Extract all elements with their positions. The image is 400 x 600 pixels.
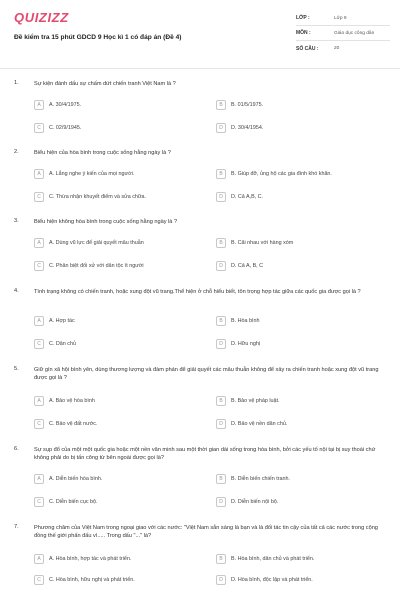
meta-class-label: LỚP : bbox=[296, 15, 310, 21]
option-b[interactable] bbox=[216, 99, 263, 111]
question-number: 5. bbox=[14, 366, 19, 372]
option-b[interactable] bbox=[216, 237, 293, 249]
option-b[interactable] bbox=[216, 473, 290, 485]
option-letter-box: B bbox=[216, 396, 226, 406]
option-b[interactable] bbox=[216, 168, 332, 180]
option-a[interactable] bbox=[34, 473, 102, 485]
option-text: C. Thừa nhận khuyết điểm và sửa chữa. bbox=[49, 194, 147, 200]
option-c[interactable] bbox=[34, 260, 144, 272]
option-d[interactable] bbox=[216, 338, 260, 350]
meta-class-value: Lớp 9 bbox=[334, 15, 347, 21]
option-c[interactable] bbox=[34, 191, 146, 203]
question-text: Giữ gìn xã hội bình yên, dùng thương lượng và đàm phán để giải quyết các mâu thuẫn không để xảy ra chiến tranh hoặc xung đột vũ trang được gọi là ? bbox=[34, 367, 379, 382]
option-a[interactable] bbox=[34, 99, 81, 111]
meta-subject-row bbox=[296, 26, 390, 41]
question-number: 4. bbox=[14, 288, 19, 294]
option-d[interactable] bbox=[216, 191, 263, 203]
meta-subject-label: MÔN : bbox=[296, 30, 311, 36]
option-text: D. Bảo vệ nền dân chủ. bbox=[231, 421, 288, 427]
option-letter-box: D bbox=[216, 192, 226, 202]
option-c[interactable] bbox=[34, 338, 76, 350]
option-letter-box: A bbox=[34, 100, 44, 110]
option-letter-box: D bbox=[216, 575, 226, 585]
option-letter-box: C bbox=[34, 123, 44, 133]
option-letter-box: A bbox=[34, 238, 44, 248]
option-a[interactable] bbox=[34, 553, 131, 565]
option-letter-box: D bbox=[216, 497, 226, 507]
meta-count-value: 20 bbox=[334, 46, 340, 51]
option-a[interactable] bbox=[34, 395, 95, 407]
option-d[interactable] bbox=[216, 418, 287, 430]
option-letter-box: B bbox=[216, 100, 226, 110]
option-text: C. Phân biệt đối xử với dân tộc ít người bbox=[49, 263, 144, 269]
option-b[interactable] bbox=[216, 395, 280, 407]
option-letter-box: A bbox=[34, 554, 44, 564]
question-text: Tình trạng không có chiến tranh, hoặc xung đột vũ trang.Thể hiện ở chỗ hiểu biết, tôn trọng hợp tác giữa các quốc gia được gọi là ? bbox=[34, 289, 361, 295]
question-number: 3. bbox=[14, 218, 19, 224]
option-c[interactable] bbox=[34, 496, 98, 508]
option-letter-box: B bbox=[216, 238, 226, 248]
question-text: Biểu hiện của hòa bình trong cuộc sống hằng ngày là ? bbox=[34, 150, 171, 156]
option-letter-box: B bbox=[216, 474, 226, 484]
option-text: B. Diễn biến chiến tranh. bbox=[231, 476, 291, 482]
question-text: Sự kiện đánh dấu sự chấm dứt chiến tranh Việt Nam là ? bbox=[34, 81, 176, 87]
option-text: D. Cả A,B, C. bbox=[231, 194, 264, 200]
option-letter-box: C bbox=[34, 575, 44, 585]
option-text: C. Diễn biến cục bộ. bbox=[49, 499, 98, 505]
option-letter-box: C bbox=[34, 339, 44, 349]
option-d[interactable] bbox=[216, 260, 263, 272]
question-number: 2. bbox=[14, 149, 19, 155]
option-a[interactable] bbox=[34, 315, 75, 327]
option-text: B. Giúp đỡ, ủng hộ các gia đình khó khăn. bbox=[231, 171, 332, 177]
option-text: C. Hòa bình, hữu nghị và phát triển. bbox=[49, 577, 135, 583]
option-text: C. 02/9/1945. bbox=[49, 125, 82, 131]
option-text: D. Cả A, B, C bbox=[231, 263, 264, 269]
option-b[interactable] bbox=[216, 553, 314, 565]
option-text: C. Dân chủ bbox=[49, 341, 76, 347]
option-d[interactable] bbox=[216, 496, 278, 508]
option-text: B. 01/5/1975. bbox=[231, 102, 264, 108]
question-number: 7. bbox=[14, 524, 19, 530]
meta-class-row bbox=[296, 11, 390, 26]
option-text: D. 30/4/1954. bbox=[231, 125, 264, 131]
question-number: 6. bbox=[14, 446, 19, 452]
option-text: D. Hữu nghị bbox=[231, 341, 261, 347]
option-text: B. Cãi nhau với hàng xóm bbox=[231, 240, 294, 246]
worksheet-header bbox=[0, 0, 400, 68]
worksheet-title: Đề kiểm tra 15 phút GDCD 9 Học kì 1 có đáp án (Đề 4) bbox=[14, 34, 182, 41]
option-text: C. Bảo vệ đất nước. bbox=[49, 421, 98, 427]
option-letter-box: D bbox=[216, 419, 226, 429]
option-letter-box: C bbox=[34, 419, 44, 429]
meta-count-row bbox=[296, 41, 390, 56]
option-text: A. Diễn biến hòa bình. bbox=[49, 476, 103, 482]
option-text: A. Dùng vũ lực để giải quyết mâu thuẫn bbox=[49, 240, 144, 246]
option-text: D. Hòa bình, độc lập và phát triển. bbox=[231, 577, 313, 583]
option-text: A. Lắng nghe ý kiến của mọi người. bbox=[49, 171, 135, 177]
option-c[interactable] bbox=[34, 122, 81, 134]
option-letter-box: D bbox=[216, 123, 226, 133]
option-text: B. Hòa bình, dân chủ và phát triển. bbox=[231, 556, 315, 562]
option-letter-box: B bbox=[216, 169, 226, 179]
option-text: A. Hòa bình, hợp tác và phát triển. bbox=[49, 556, 132, 562]
option-letter-box: C bbox=[34, 192, 44, 202]
option-text: A. Bảo vệ hòa bình bbox=[49, 398, 95, 404]
meta-subject-value: Giáo dục công dân bbox=[334, 30, 375, 36]
question-number: 1. bbox=[14, 80, 19, 86]
option-text: A. 30/4/1975. bbox=[49, 102, 82, 108]
option-d[interactable] bbox=[216, 574, 313, 586]
option-text: A. Hợp tác bbox=[49, 318, 75, 324]
option-letter-box: D bbox=[216, 261, 226, 271]
meta-count-label: SỐ CÂU : bbox=[296, 45, 319, 52]
option-d[interactable] bbox=[216, 122, 263, 134]
option-c[interactable] bbox=[34, 418, 98, 430]
option-letter-box: A bbox=[34, 316, 44, 326]
option-text: B. Bảo vệ pháp luật. bbox=[231, 398, 280, 404]
option-a[interactable] bbox=[34, 168, 134, 180]
option-letter-box: A bbox=[34, 396, 44, 406]
option-letter-box: A bbox=[34, 474, 44, 484]
option-text: B. Hòa bình bbox=[231, 318, 260, 324]
quizizz-logo: QUIZIZZ bbox=[14, 10, 69, 25]
question-text: Biểu hiện không hòa bình trong cuộc sống hằng ngày là ? bbox=[34, 219, 178, 225]
option-letter-box: C bbox=[34, 497, 44, 507]
worksheet-meta bbox=[296, 11, 390, 56]
option-letter-box: D bbox=[216, 339, 226, 349]
option-c[interactable] bbox=[34, 574, 135, 586]
option-b[interactable] bbox=[216, 315, 259, 327]
question-text: Phương châm của Việt Nam trong ngoại giao với các nước: "Việt Nam sẵn sàng là bạn và là đối tác tin cậy của tất cả các nước trong cộng đồng thế giới phấn đấu vì..... Trong dấu "..." là? bbox=[34, 525, 378, 540]
option-letter-box: B bbox=[216, 554, 226, 564]
header-divider bbox=[0, 68, 400, 69]
option-letter-box: C bbox=[34, 261, 44, 271]
option-letter-box: B bbox=[216, 316, 226, 326]
option-a[interactable] bbox=[34, 237, 144, 249]
option-text: D. Diễn biến nội bộ. bbox=[231, 499, 279, 505]
option-letter-box: A bbox=[34, 169, 44, 179]
question-text: Sự sụp đổ của một một quốc gia hoặc một nền văn minh sau một thời gian dài sống trong hòa bình, bởi các yếu tố nội tại bị suy thoái chứ không phải do bị tấn công từ bên ngoài được gọi là? bbox=[34, 447, 376, 462]
